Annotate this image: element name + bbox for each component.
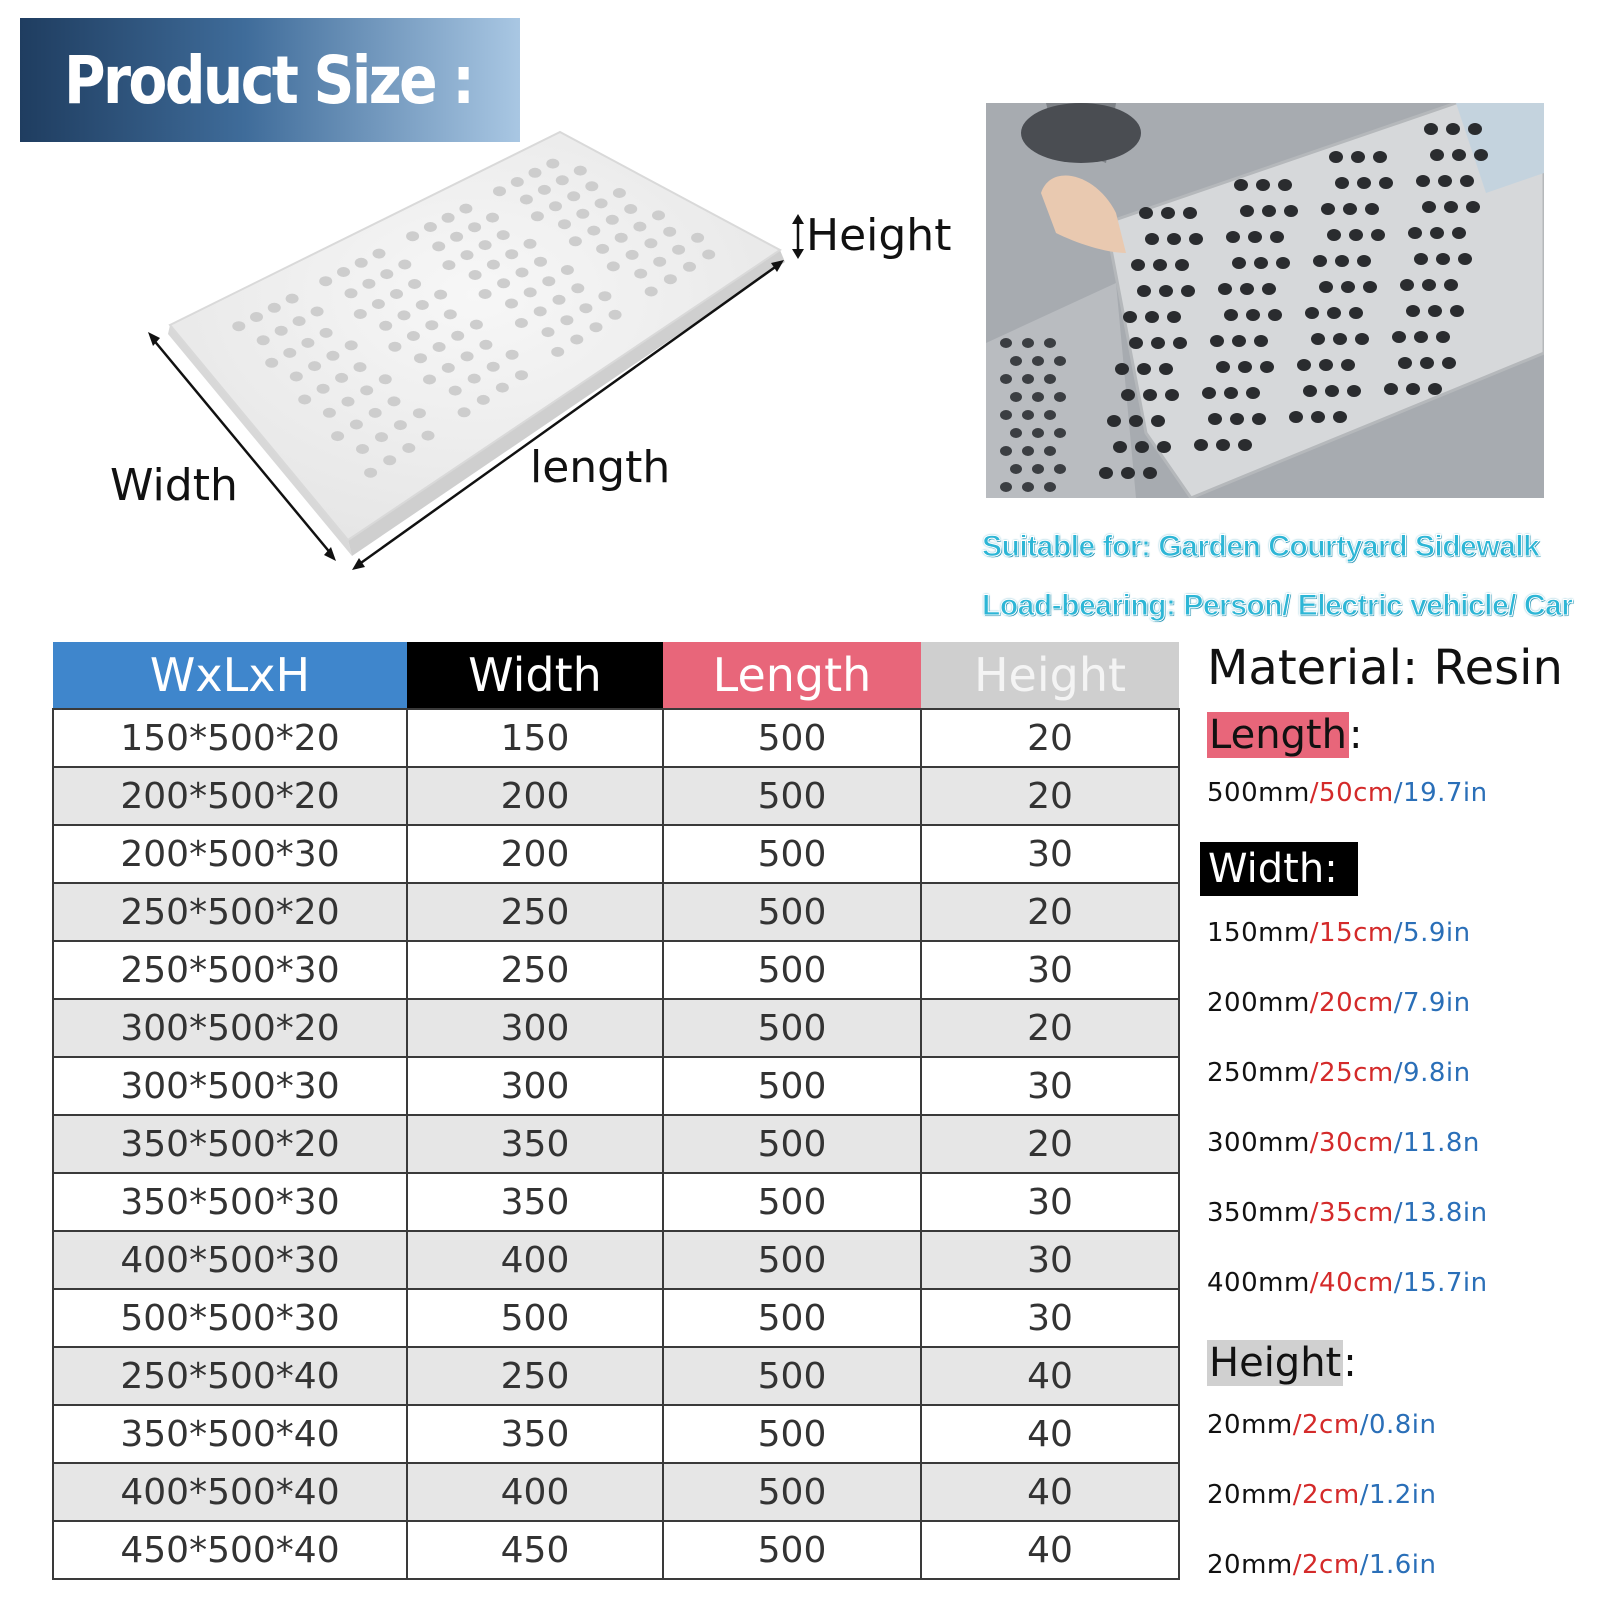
height-heading-colon: : [1343, 1340, 1357, 1386]
spec-in: 11.8n [1403, 1128, 1480, 1158]
spec-cm: 2cm [1302, 1480, 1360, 1510]
length-label: length [530, 442, 671, 493]
material-label: Material: Resin [1207, 640, 1563, 696]
spec-separator: / [1393, 1128, 1404, 1158]
cell-height: 30 [921, 1173, 1179, 1231]
spec-cm: 15cm [1319, 918, 1394, 948]
table-row [53, 1115, 1179, 1173]
table-row [53, 1347, 1179, 1405]
grate-illustration [100, 120, 960, 600]
header-width: Width [407, 642, 663, 709]
cell-length: 500 [663, 1057, 921, 1115]
cell-height: 30 [921, 1231, 1179, 1289]
spec-in: 9.8in [1403, 1058, 1471, 1088]
spec-mm: 350mm [1207, 1198, 1310, 1228]
cell-width: 400 [407, 1231, 663, 1289]
spec-cm: 20cm [1319, 988, 1394, 1018]
table-row [53, 941, 1179, 999]
spec-in: 0.8in [1368, 1410, 1437, 1440]
table-header-row [53, 642, 1179, 709]
table-row [53, 1463, 1179, 1521]
spec-separator: / [1393, 918, 1404, 948]
banner-title: Product Size : [64, 41, 473, 119]
spec-in: 1.6in [1368, 1550, 1437, 1580]
spec-mm: 250mm [1207, 1058, 1310, 1088]
cell-wxlxh: 500*500*30 [53, 1289, 407, 1347]
table-row [53, 767, 1179, 825]
cell-width: 250 [407, 1347, 663, 1405]
spec-separator: / [1309, 988, 1320, 1018]
width-heading-text: Width: [1200, 842, 1358, 896]
spec-cm: 2cm [1302, 1410, 1360, 1440]
height-heading-text: Height [1209, 1340, 1342, 1386]
spec-in: 19.7in [1403, 778, 1488, 808]
cell-wxlxh: 200*500*30 [53, 825, 407, 883]
height-spec-line [1207, 1550, 1437, 1580]
cell-wxlxh: 300*500*30 [53, 1057, 407, 1115]
table-row [53, 1057, 1179, 1115]
cell-height: 20 [921, 999, 1179, 1057]
cell-height: 30 [921, 1057, 1179, 1115]
spec-separator: / [1309, 1058, 1320, 1088]
spec-mm: 150mm [1207, 918, 1310, 948]
cell-width: 200 [407, 767, 663, 825]
table-row [53, 709, 1179, 767]
length-heading-text: Length [1209, 712, 1347, 758]
cell-height: 30 [921, 825, 1179, 883]
cell-wxlxh: 200*500*20 [53, 767, 407, 825]
cell-wxlxh: 400*500*40 [53, 1463, 407, 1521]
spec-cm: 35cm [1319, 1198, 1394, 1228]
cell-length: 500 [663, 709, 921, 767]
height-heading [1207, 1340, 1357, 1386]
spec-mm: 20mm [1207, 1480, 1293, 1510]
spec-separator: / [1292, 1480, 1303, 1510]
height-spec-line [1207, 1480, 1437, 1510]
cell-width: 250 [407, 941, 663, 999]
spec-in: 1.2in [1368, 1480, 1437, 1510]
spec-mm: 300mm [1207, 1128, 1310, 1158]
width-spec-line [1207, 988, 1471, 1018]
spec-cm: 25cm [1319, 1058, 1394, 1088]
spec-separator: / [1359, 1480, 1369, 1510]
cell-length: 500 [663, 825, 921, 883]
spec-in: 15.7in [1403, 1268, 1488, 1298]
cell-height: 20 [921, 883, 1179, 941]
cell-length: 500 [663, 883, 921, 941]
width-label: Width [110, 460, 238, 511]
load-bearing-note: Load-bearing: Person/ Electric vehicle/ Car [982, 589, 1573, 622]
spec-cm: 40cm [1319, 1268, 1394, 1298]
header-wxlxh: WxLxH [53, 642, 407, 709]
spec-cm: 50cm [1319, 778, 1394, 808]
spec-mm: 20mm [1207, 1410, 1293, 1440]
width-spec-line [1207, 1268, 1488, 1298]
cell-wxlxh: 350*500*40 [53, 1405, 407, 1463]
spec-mm: 20mm [1207, 1550, 1293, 1580]
installed-grate-photo [986, 103, 1544, 498]
spec-separator: / [1393, 1268, 1404, 1298]
table-row [53, 1173, 1179, 1231]
cell-wxlxh: 450*500*40 [53, 1521, 407, 1579]
table-row [53, 1405, 1179, 1463]
cell-length: 500 [663, 1231, 921, 1289]
cell-height: 40 [921, 1521, 1179, 1579]
width-spec-line [1207, 1128, 1480, 1158]
cell-wxlxh: 300*500*20 [53, 999, 407, 1057]
grate-photo-illustration [986, 103, 1544, 498]
cell-height: 20 [921, 767, 1179, 825]
length-heading-colon: : [1348, 712, 1363, 758]
cell-width: 250 [407, 883, 663, 941]
spec-separator: / [1309, 778, 1320, 808]
cell-height: 20 [921, 1115, 1179, 1173]
cell-wxlxh: 400*500*30 [53, 1231, 407, 1289]
cell-height: 30 [921, 1289, 1179, 1347]
spec-separator: / [1309, 918, 1320, 948]
cell-wxlxh: 250*500*30 [53, 941, 407, 999]
spec-in: 5.9in [1403, 918, 1471, 948]
table-row [53, 1521, 1179, 1579]
cell-height: 20 [921, 709, 1179, 767]
cell-width: 150 [407, 709, 663, 767]
cell-length: 500 [663, 1289, 921, 1347]
height-spec-line [1207, 1410, 1437, 1440]
spec-separator: / [1359, 1550, 1369, 1580]
spec-mm: 200mm [1207, 988, 1310, 1018]
width-spec-line [1207, 1058, 1471, 1088]
width-spec-line [1207, 1198, 1488, 1228]
cell-width: 450 [407, 1521, 663, 1579]
spec-separator: / [1309, 1198, 1320, 1228]
table-row [53, 1289, 1179, 1347]
header-height: Height [921, 642, 1179, 709]
spec-separator: / [1393, 1198, 1404, 1228]
cell-wxlxh: 250*500*40 [53, 1347, 407, 1405]
table-row [53, 1231, 1179, 1289]
cell-height: 40 [921, 1463, 1179, 1521]
cell-length: 500 [663, 1521, 921, 1579]
cell-length: 500 [663, 767, 921, 825]
spec-separator: / [1292, 1410, 1303, 1440]
spec-cm: 30cm [1319, 1128, 1394, 1158]
cell-width: 500 [407, 1289, 663, 1347]
cell-width: 200 [407, 825, 663, 883]
cell-width: 300 [407, 999, 663, 1057]
spec-in: 13.8in [1403, 1198, 1488, 1228]
cell-wxlxh: 250*500*20 [53, 883, 407, 941]
table-row [53, 883, 1179, 941]
spec-separator: / [1393, 988, 1404, 1018]
spec-separator: / [1309, 1128, 1320, 1158]
cell-length: 500 [663, 1347, 921, 1405]
size-table [52, 642, 1178, 1580]
table-row [53, 999, 1179, 1057]
spec-separator: / [1292, 1550, 1303, 1580]
cell-height: 30 [921, 941, 1179, 999]
width-spec-line [1207, 918, 1471, 948]
table-row [53, 825, 1179, 883]
spec-mm: 500mm [1207, 778, 1310, 808]
cell-length: 500 [663, 1173, 921, 1231]
width-heading [1200, 846, 1358, 892]
spec-separator: / [1393, 778, 1404, 808]
spec-separator: / [1309, 1268, 1320, 1298]
cell-length: 500 [663, 1463, 921, 1521]
cell-height: 40 [921, 1405, 1179, 1463]
cell-length: 500 [663, 1115, 921, 1173]
suitable-for-note: Suitable for: Garden Courtyard Sidewalk [982, 530, 1540, 563]
cell-width: 350 [407, 1115, 663, 1173]
length-spec-line [1207, 778, 1488, 808]
spec-separator: / [1393, 1058, 1404, 1088]
cell-length: 500 [663, 941, 921, 999]
cell-length: 500 [663, 1405, 921, 1463]
spec-in: 7.9in [1403, 988, 1471, 1018]
cell-wxlxh: 150*500*20 [53, 709, 407, 767]
spec-mm: 400mm [1207, 1268, 1310, 1298]
height-label: Height [806, 210, 952, 261]
spec-separator: / [1359, 1410, 1369, 1440]
cell-width: 350 [407, 1405, 663, 1463]
cell-wxlxh: 350*500*20 [53, 1115, 407, 1173]
cell-height: 40 [921, 1347, 1179, 1405]
cell-wxlxh: 350*500*30 [53, 1173, 407, 1231]
grate-dimension-diagram [100, 120, 960, 600]
spec-cm: 2cm [1302, 1550, 1360, 1580]
cell-width: 300 [407, 1057, 663, 1115]
length-heading [1207, 712, 1362, 758]
cell-width: 350 [407, 1173, 663, 1231]
cell-length: 500 [663, 999, 921, 1057]
header-length: Length [663, 642, 921, 709]
cell-width: 400 [407, 1463, 663, 1521]
